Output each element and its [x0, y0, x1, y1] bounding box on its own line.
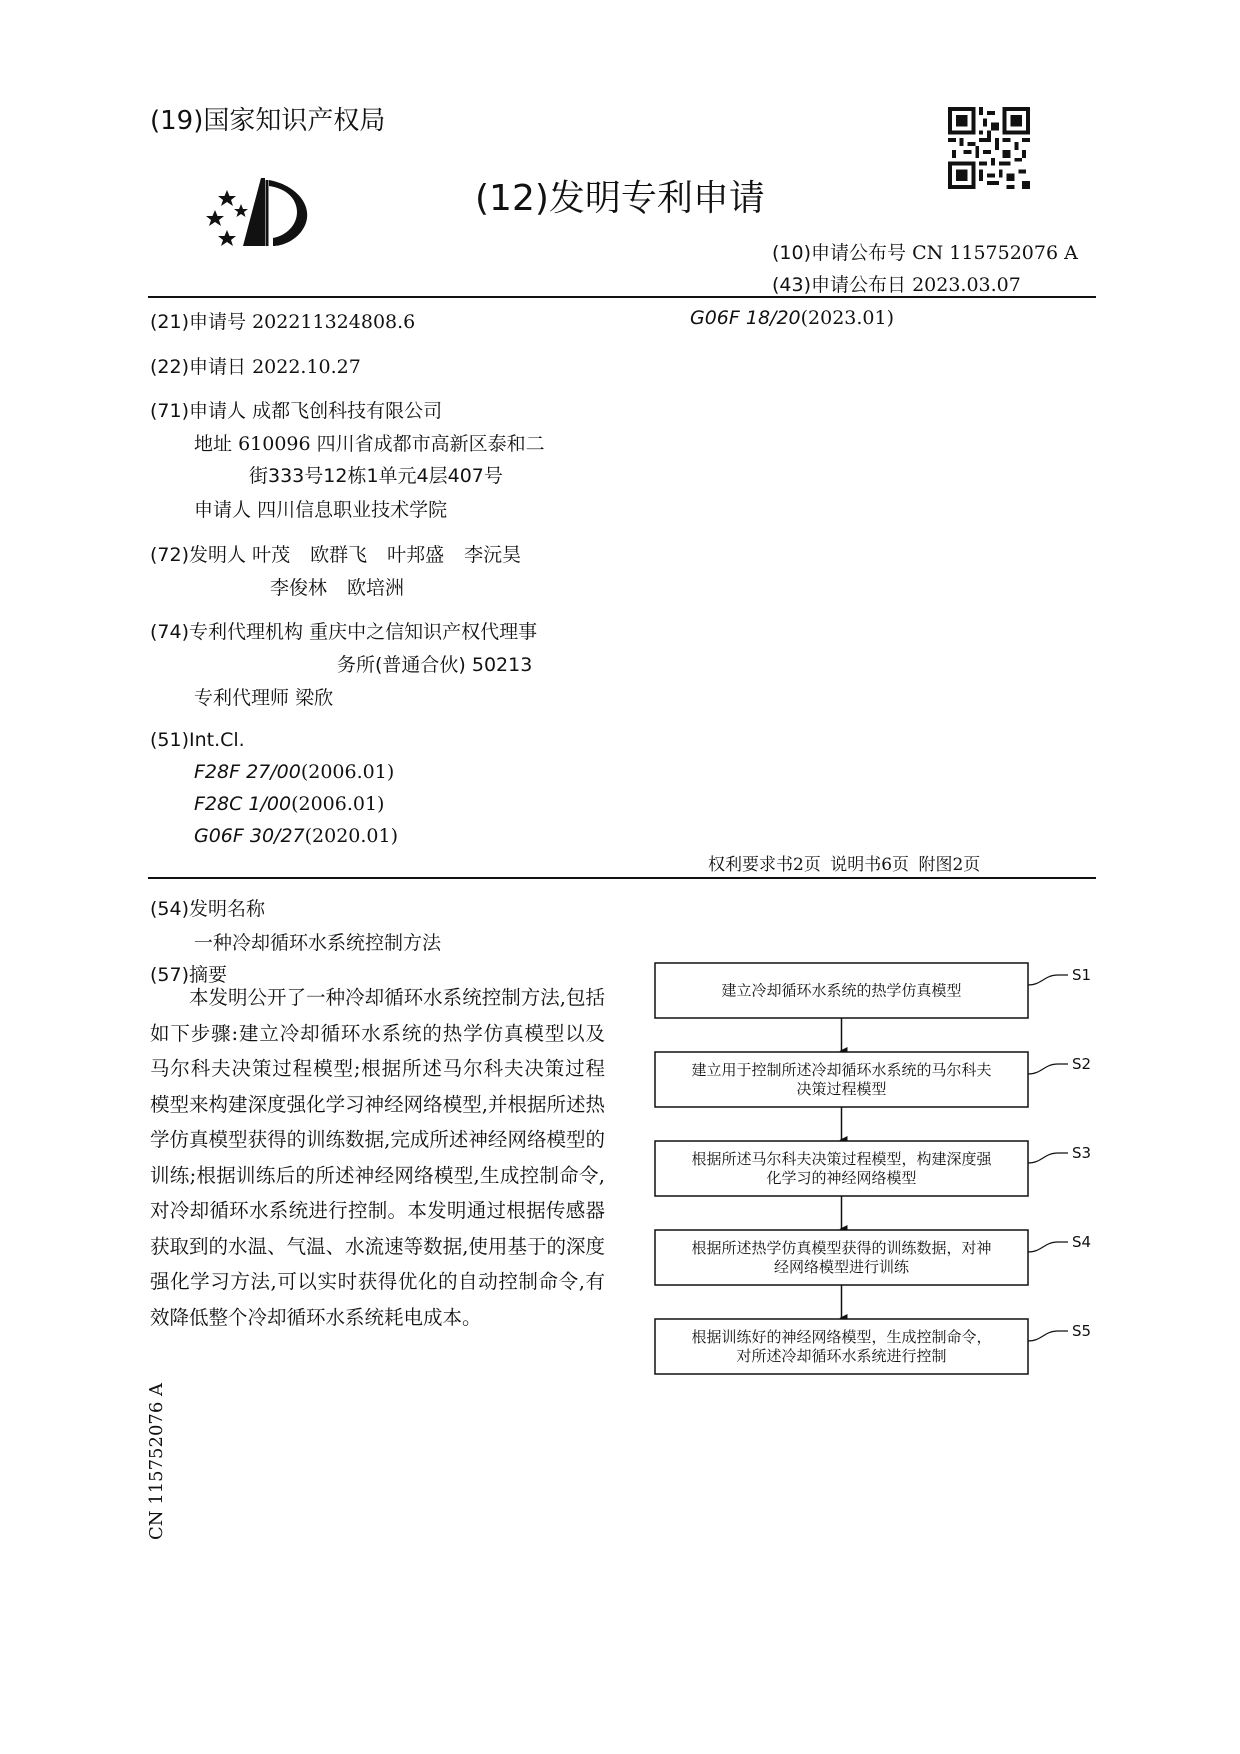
patent-agency-line-1: 重庆中之信知识产权代理事 — [309, 621, 538, 643]
ipc-main-code: G06F 18/20 — [690, 307, 801, 329]
publication-number — [772, 238, 1078, 265]
application-number — [150, 307, 415, 334]
inventors — [150, 540, 521, 567]
flow-step-label: S2 — [1072, 1055, 1092, 1073]
flow-step-text: 对所述冷却循环水系统进行控制 — [736, 1347, 947, 1365]
publication-date-label: (43)申请公布日 — [772, 274, 907, 296]
ipc-main — [690, 307, 894, 329]
flow-step-text: 根据所述马尔科夫决策过程模型，构建深度强 — [691, 1150, 992, 1168]
address-line-2: 街333号12栋1单元4层407号 — [249, 465, 503, 487]
application-date-label: (22)申请日 — [150, 356, 247, 378]
header-divider — [148, 296, 1096, 298]
side-publication-code: CN 115752076 A — [146, 1382, 167, 1540]
int-cl-date: (2020.01) — [304, 825, 399, 847]
address-label: 地址 — [194, 433, 233, 455]
address — [194, 429, 545, 456]
flow-step-label: S5 — [1072, 1322, 1092, 1340]
int-cl-code: F28C 1/00 — [194, 793, 292, 815]
int-cl-item — [194, 761, 394, 783]
int-cl-date: (2006.01) — [300, 761, 395, 783]
applicant-2 — [194, 495, 447, 522]
applicant-value: 成都飞创科技有限公司 — [252, 400, 443, 422]
cnipa-logo-icon — [205, 168, 325, 264]
section-divider — [148, 877, 1096, 879]
applicant — [150, 396, 442, 423]
application-number-label: (21)申请号 — [150, 311, 247, 333]
int-cl-date: (2006.01) — [291, 793, 385, 815]
address-line-1: 610096 四川省成都市高新区泰和二 — [238, 433, 545, 455]
int-cl-item — [194, 825, 398, 847]
int-cl-item — [194, 793, 384, 815]
flow-step-leader — [1028, 1242, 1068, 1252]
abstract-text: 本发明公开了一种冷却循环水系统控制方法,包括如下步骤:建立冷却循环水系统的热学仿真模型以及马尔科夫决策过程模型;根据所述马尔科夫决策过程模型来构建深度强化学习神经网络模型,并根据所述热学仿真模型获得的训练数据,完成所述神经网络模型的训练;根据训练后的所述神经网络模型,生成控制命令,对冷却循环水系统进行控制。本发明通过根据传感器获取到的水温、气温、水流速等数据,使用基于的深度强化学习方法,可以实时获得优化的自动控制命令,有效降低整个冷却循环水系统耗电成本。 — [150, 986, 605, 1329]
flow-step-text: 建立冷却循环水系统的热学仿真模型 — [721, 981, 962, 1000]
int-cl-code: F28F 27/00 — [194, 761, 301, 783]
inventors-line-1: 叶茂 欧群飞 叶邦盛 李沅昊 — [252, 544, 522, 566]
inventors-line-2: 李俊林 欧培洲 — [270, 577, 405, 599]
applicant-label: (71)申请人 — [150, 400, 247, 422]
flow-step-text: 化学习的神经网络模型 — [766, 1169, 917, 1187]
applicant-2-value: 四川信息职业技术学院 — [257, 499, 448, 521]
patent-agent-label: 专利代理师 — [194, 687, 290, 709]
int-cl-label: (51)Int.Cl. — [150, 729, 245, 751]
flow-step-text: 建立用于控制所述冷却循环水系统的马尔科夫 — [691, 1061, 992, 1079]
qr-code-icon — [948, 107, 1030, 189]
invention-title-label: (54)发明名称 — [150, 898, 266, 920]
document-type: (12)发明专利申请 — [475, 178, 765, 219]
inventors-label: (72)发明人 — [150, 544, 247, 566]
flow-step-text: 根据训练好的神经网络模型，生成控制命令， — [691, 1328, 992, 1346]
flow-step-leader — [1028, 1153, 1068, 1163]
ipc-main-date: (2023.01) — [800, 307, 895, 329]
flow-step-leader — [1028, 1064, 1068, 1074]
publication-number-label: (10)申请公布号 — [772, 242, 907, 264]
flow-step-label: S1 — [1072, 966, 1092, 984]
publication-number-value: CN 115752076 A — [912, 242, 1078, 264]
applicant-2-label: 申请人 — [194, 499, 252, 521]
flow-step-text: 根据所述热学仿真模型获得的训练数据，对神 — [691, 1239, 992, 1257]
publication-date — [772, 270, 1021, 297]
application-date — [150, 352, 361, 379]
patent-agent — [194, 683, 333, 710]
flow-step-label: S4 — [1072, 1233, 1092, 1251]
patent-agency-label: (74)专利代理机构 — [150, 621, 304, 643]
flow-step-label: S3 — [1072, 1144, 1092, 1162]
office-name: (19)国家知识产权局 — [150, 106, 386, 136]
flow-step-leader — [1028, 1331, 1068, 1341]
patent-agency — [150, 617, 537, 644]
abstract-label: (57)摘要 — [150, 964, 228, 986]
int-cl-code: G06F 30/27 — [194, 825, 305, 847]
invention-title: 一种冷却循环水系统控制方法 — [194, 932, 442, 954]
method-flowchart — [640, 950, 1100, 1380]
publication-date-value: 2023.03.07 — [912, 274, 1021, 296]
application-number-value: 202211324808.6 — [252, 311, 416, 333]
patent-agent-value: 梁欣 — [295, 687, 334, 709]
application-date-value: 2022.10.27 — [252, 356, 361, 378]
patent-agency-line-2: 务所(普通合伙) 50213 — [337, 654, 533, 676]
flow-step-leader — [1028, 975, 1068, 985]
flow-step-text: 决策过程模型 — [796, 1080, 887, 1098]
page-counts: 权利要求书2页 说明书6页 附图2页 — [708, 855, 981, 875]
flow-step-text: 经网络模型进行训练 — [773, 1258, 910, 1276]
